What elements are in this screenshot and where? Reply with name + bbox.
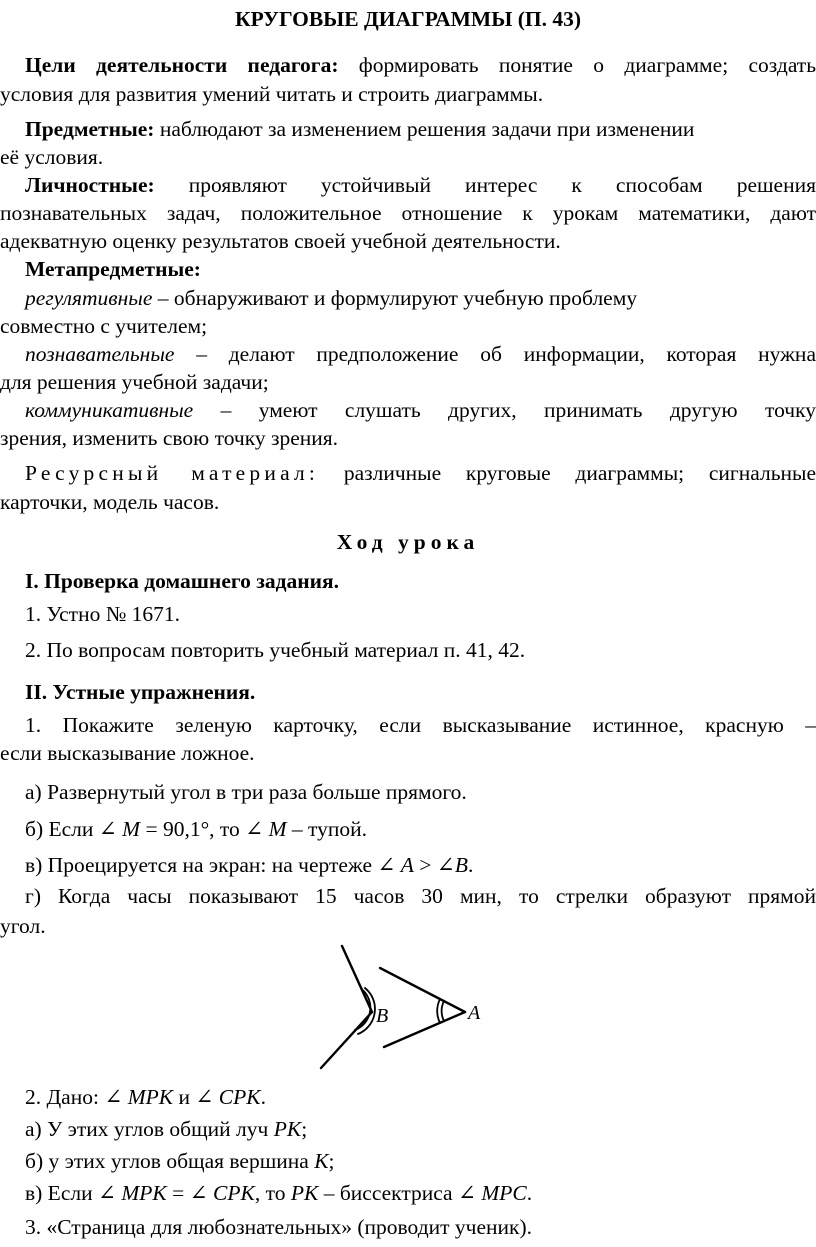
exercise2-a — [25, 1115, 816, 1143]
subject-text-1: наблюдают за изменением решения задачи при изменении — [159, 117, 695, 141]
angle-b-ray-upper — [342, 946, 372, 1012]
exercise2-v — [25, 1179, 816, 1207]
section1-heading: I. Проверка домашнего задания. — [25, 569, 340, 593]
exercise1-b-mid: = 90,1°, то ∠ — [140, 817, 269, 841]
personal-text-1: проявляют устойчивый интерес к способам решения — [188, 173, 816, 197]
angle-b-ray-lower — [321, 1012, 372, 1068]
goals-text-2: условия для развития умений читать и строить диаграммы. — [0, 82, 544, 106]
exercise1-b-post: – тупой. — [286, 817, 367, 841]
meta-label: Метапредметные: — [25, 257, 201, 281]
subject-label: Предметные: — [25, 117, 155, 141]
exercise1-b-angle-m2: M — [268, 817, 287, 841]
exercise2-b — [25, 1147, 816, 1175]
page-title: КРУГОВЫЕ ДИАГРАММЫ (П. 43) — [235, 7, 581, 31]
exercise2-given — [25, 1083, 816, 1111]
exercise2-v-angle-mpk: MPK — [121, 1181, 167, 1205]
exercise2-given-pre: 2. Дано: ∠ — [25, 1085, 128, 1109]
exercise1-a: а) Развернутый угол в три раза больше прямого. — [25, 780, 467, 804]
meta-regulative-text-1: – обнаруживают и формулируют учебную проблему — [152, 286, 638, 310]
exercise2-b-pre: б) у этих углов общая вершина — [25, 1149, 315, 1173]
exercise1-v-pre: в) Проецируется на экран: на чертеже ∠ — [25, 853, 401, 877]
meta-cognitive-text-2: для решения учебной задачи; — [0, 370, 269, 394]
resources-label: Ресурсный материал: — [25, 461, 320, 485]
meta-cognitive-label: познавательные — [25, 342, 175, 366]
angles-figure — [310, 940, 500, 1072]
exercise1-v — [25, 851, 816, 879]
exercise2-a-ray-pk: PK — [273, 1117, 302, 1141]
section1-item2: 2. По вопросам повторить учебный материал п. 41, 42. — [25, 638, 526, 662]
angle-b-label: B — [376, 1005, 389, 1027]
exercise2-v-angle-cpk: CPK — [213, 1181, 255, 1205]
exercise2-v-angle-mpc: MPC — [481, 1181, 527, 1205]
meta-communicative-text-1: – умеют слушать других, принимать другую точку — [193, 398, 816, 422]
exercise1-b-pre: б) Если ∠ — [25, 817, 123, 841]
meta-regulative-label: регулятивные — [25, 286, 153, 310]
meta-communicative-text-2: зрения, изменить свою точку зрения. — [0, 426, 339, 450]
angle-a-ray-upper — [380, 968, 465, 1012]
personal-text-2: познавательных задач, положительное отношение к урокам математики, дают — [0, 201, 816, 225]
exercise1-g-text-1: г) Когда часы показывают 15 часов 30 мин, то стрелки образуют прямой — [25, 884, 816, 908]
exercise1-b — [25, 815, 816, 843]
personal-text-3: адекватную оценку результатов своей учебной деятельности. — [0, 229, 561, 253]
subject-line1 — [25, 115, 816, 143]
meta-regulative-text-2: совместно с учителем; — [0, 314, 208, 338]
exercise2-b-vertex-k: K — [314, 1149, 329, 1173]
exercise2-v-ray-pk: PK — [290, 1181, 319, 1205]
exercise2-given-angle-cpk: CPK — [218, 1085, 261, 1109]
exercise2-v-pre: в) Если ∠ — [25, 1181, 122, 1205]
exercise1-v-angle-b: B — [454, 853, 468, 877]
goals-label: Цели деятельности педагога: — [25, 53, 339, 77]
exercise1-b-angle-m1: M — [122, 817, 141, 841]
exercise1-v-angle-a: A — [400, 853, 414, 877]
meta-cognitive-text-1: – делают предположение об информации, которая нужна — [174, 342, 816, 366]
resources-text-1: различные круговые диаграммы; сигнальные — [319, 461, 816, 485]
exercise2-given-angle-mpk: MPK — [127, 1085, 174, 1109]
exercise2-v-post: . — [526, 1181, 533, 1205]
angle-a-ray-lower — [384, 1012, 465, 1047]
angle-a-arc-2 — [437, 999, 440, 1023]
personal-line1 — [25, 171, 816, 199]
exercise2-v-bisector: – биссектриса ∠ — [318, 1181, 482, 1205]
angle-a-label: A — [468, 1002, 481, 1024]
goals-paragraph-line1 — [25, 51, 816, 79]
meta-cognitive-line1 — [25, 340, 816, 368]
exercise2-given-mid: и ∠ — [173, 1085, 219, 1109]
section1-item1: 1. Устно № 1671. — [25, 602, 180, 626]
exercise1-text-2: если высказывание ложное. — [0, 741, 255, 765]
exercise1-v-mid: > ∠ — [413, 853, 455, 877]
resources-line1 — [25, 459, 816, 487]
goals-text-1: формировать понятие о диаграмме; создать — [358, 53, 816, 77]
angle-a-arc-1 — [442, 1001, 444, 1021]
meta-communicative-label: коммуникативные — [25, 398, 194, 422]
exercise1-v-post: . — [467, 853, 474, 877]
exercise2-a-pre: а) У этих углов общий луч — [25, 1117, 274, 1141]
exercise1-text-1: 1. Покажите зеленую карточку, если высказывание истинное, красную – — [25, 713, 816, 737]
meta-communicative-line1 — [25, 396, 816, 424]
exercise2-b-post: ; — [328, 1149, 335, 1173]
exercise1-g-text-2: угол. — [0, 914, 46, 938]
lesson-heading: Ход урока — [336, 530, 480, 554]
exercise3: 3. «Страница для любознательных» (проводит ученик). — [25, 1215, 533, 1239]
personal-label: Личностные: — [25, 173, 155, 197]
exercise2-given-post: . — [260, 1085, 266, 1109]
subject-text-2: её условия. — [0, 145, 104, 169]
section2-heading: II. Устные упражнения. — [25, 680, 256, 704]
exercise2-v-eq: = ∠ — [166, 1181, 214, 1205]
exercise2-a-post: ; — [301, 1117, 308, 1141]
resources-text-2: карточки, модель часов. — [0, 490, 220, 514]
exercise2-v-to: , то — [254, 1181, 291, 1205]
meta-regulative-line1 — [25, 284, 816, 312]
